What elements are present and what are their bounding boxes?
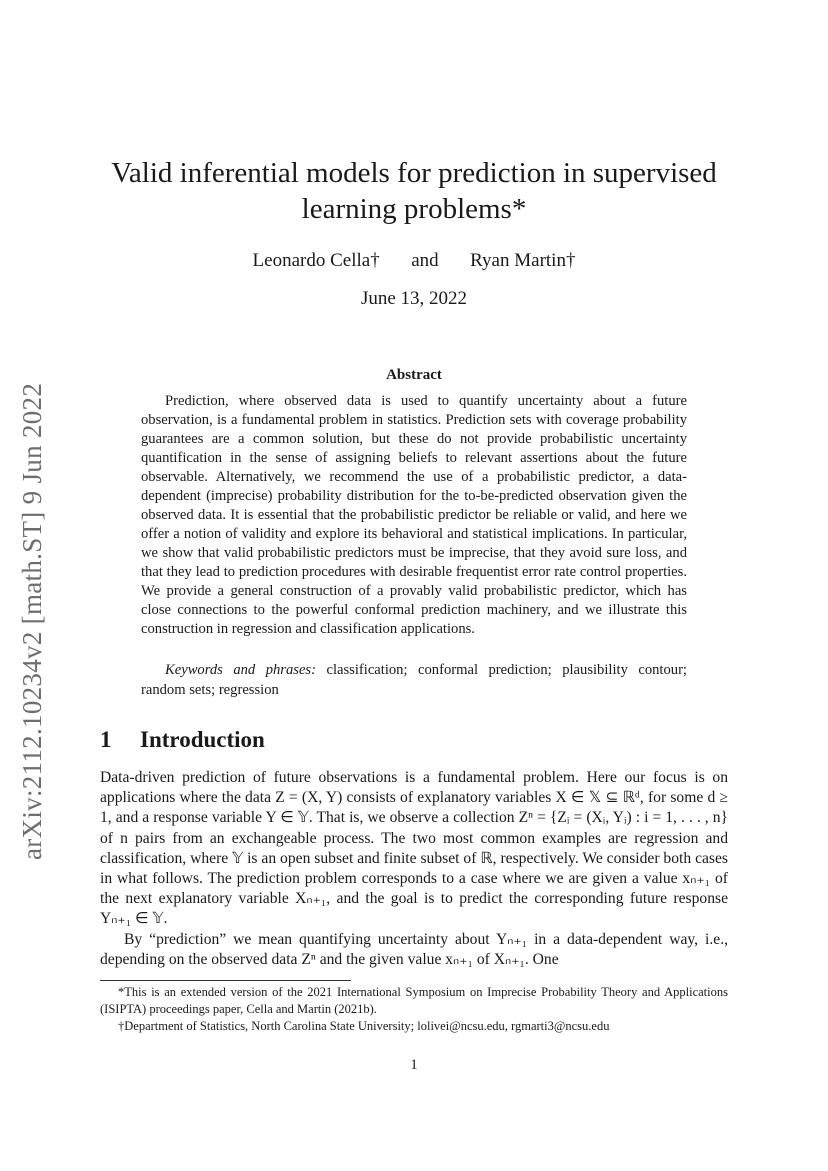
introduction-body [100,768,728,970]
author-name: Leonardo Cella† [252,250,380,271]
section-heading [100,727,265,753]
keywords-line [141,660,687,700]
keywords-label: Keywords and phrases: [165,662,316,678]
arxiv-identifier-stamp: arXiv:2112.10234v2 [math.ST] 9 Jun 2022 [17,382,47,860]
section-number: 1 [100,727,112,752]
footnote-affiliation: †Department of Statistics, North Carolina State University; lolivei@ncsu.edu, rgmarti3@ncsu.edu [118,1019,610,1033]
section-title: Introduction [140,727,265,752]
abstract-body [141,392,687,639]
page-number: 1 [410,1057,418,1073]
body-paragraph: By “prediction” we mean quantifying uncertainty about Yₙ₊₁ in a data-dependent way, i.e., depending on the observed data Zⁿ and the given value xₙ₊₁ of Xₙ₊₁. One [100,930,728,968]
author-separator: and [411,250,439,271]
keywords-list: classification; conformal prediction; plausibility contour; random sets; regression [141,662,687,698]
footnote-isipta: *This is an extended version of the 2021 International Symposium on Imprecise Probability Theory and Applications (ISIPTA) proceedings paper, Cella and Martin (2021b). [100,985,728,1016]
paper-date: June 13, 2022 [360,288,468,309]
paper-title: Valid inferential models for prediction in supervised learning problems* [111,157,717,225]
author-line [100,250,728,272]
author-name: Ryan Martin† [470,250,576,271]
footnote-rule [100,980,351,981]
abstract-text: Prediction, where observed data is used to quantify uncertainty about a future observation, is a fundamental problem in statistics. Prediction sets with coverage probability guarantees are a common solution, but these do not provide probabilistic uncertainty quantification in the sense of assigning beliefs to relevant assertions about the future observable. Alternatively, we recommend the use of a probabilistic predictor, a data-dependent (imprecise) probability distribution for the to-be-predicted observation given the observed data. It is essential that the probabilistic predictor be reliable or valid, and here we offer a notion of validity and explore its behavioral and statistical implications. In particular, we show that valid probabilistic predictors must be imprecise, that they avoid sure loss, and that they lead to prediction procedures with desirable frequentist error rate control properties. We provide a general construction of a provably valid probabilistic predictor, which has close connections to the powerful conformal prediction machinery, and we illustrate this construction in regression and classification applications. [141,393,687,637]
body-paragraph: Data-driven prediction of future observations is a fundamental problem. Here our focus is on applications where the data Z = (X, Y) consists of explanatory variables X ∈ 𝕏 ⊆ ℝᵈ, for some d ≥ 1, and a response variable Y ∈ 𝕐. That is, we observe a collection Zⁿ = {Zᵢ = (Xᵢ, Yᵢ) : i = 1, . . . , n} of n pairs from an exchangeable process. The two most common examples are regression and classification, where 𝕐 is an open subset and finite subset of ℝ, respectively. We consider both cases in what follows. The prediction problem corresponds to a case where we are given a value xₙ₊₁ of the next explanatory variable Xₙ₊₁, and the goal is to predict the corresponding future response Yₙ₊₁ ∈ 𝕐. [100,769,728,928]
abstract-heading: Abstract [386,367,442,383]
